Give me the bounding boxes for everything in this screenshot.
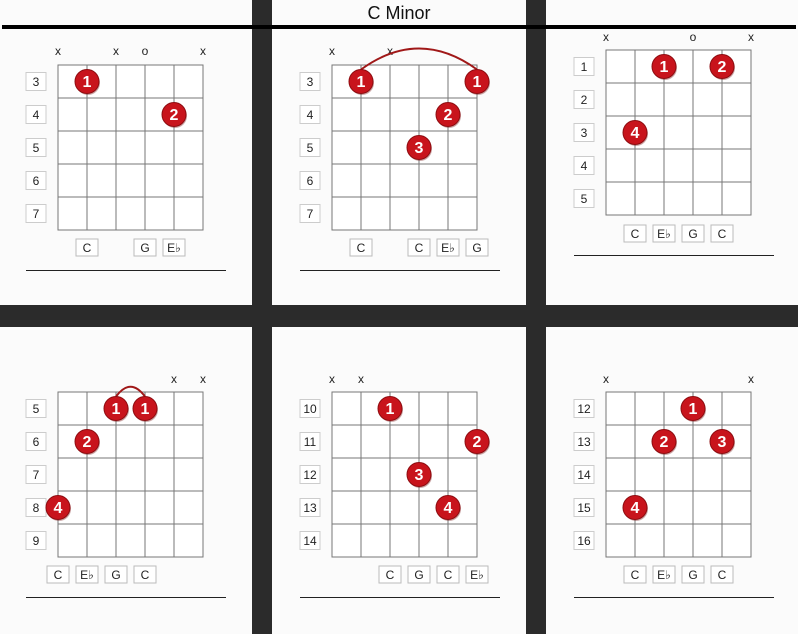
note-label: G xyxy=(111,568,121,582)
note-label: C xyxy=(414,241,424,255)
finger-number: 1 xyxy=(688,401,698,418)
note-label: C xyxy=(385,568,395,582)
fret-number: 14 xyxy=(577,468,591,482)
chord-diagram xyxy=(300,44,490,256)
fret-number: 6 xyxy=(32,435,40,449)
muted-string-marker: x xyxy=(329,372,335,386)
chord-diagram xyxy=(26,372,206,583)
note-label: G xyxy=(688,227,698,241)
fret-number: 12 xyxy=(303,468,317,482)
note-label: G xyxy=(140,241,150,255)
chord-diagram xyxy=(300,372,490,583)
note-label: C xyxy=(717,227,727,241)
fretboard xyxy=(58,392,203,557)
note-label: G xyxy=(414,568,424,582)
fret-number: 7 xyxy=(32,468,40,482)
note-label: C xyxy=(717,568,727,582)
separator-6 xyxy=(574,597,774,598)
finger-dot xyxy=(46,496,71,522)
note-label: E♭ xyxy=(167,241,181,255)
fret-number: 5 xyxy=(306,141,314,155)
muted-string-marker: x xyxy=(358,372,364,386)
fret-number: 5 xyxy=(32,141,40,155)
separator-3 xyxy=(574,255,774,256)
fret-number: 6 xyxy=(306,174,314,188)
note-label: E♭ xyxy=(470,568,484,582)
note-label: E♭ xyxy=(657,568,671,582)
muted-string-marker: x xyxy=(603,30,609,44)
note-label: G xyxy=(688,568,698,582)
open-string-marker: o xyxy=(689,30,697,44)
finger-number: 4 xyxy=(630,500,640,517)
finger-number: 1 xyxy=(659,59,669,76)
fret-number: 7 xyxy=(306,207,314,221)
chord-diagram xyxy=(574,372,754,583)
fret-number: 13 xyxy=(303,501,317,515)
separator-5 xyxy=(300,597,500,598)
finger-number: 4 xyxy=(443,500,453,517)
finger-number: 1 xyxy=(385,401,395,418)
fret-number: 10 xyxy=(303,402,317,416)
fret-number: 13 xyxy=(577,435,591,449)
finger-number: 2 xyxy=(472,434,482,451)
fret-number: 2 xyxy=(580,93,588,107)
fret-number: 1 xyxy=(580,60,588,74)
finger-number: 2 xyxy=(169,107,179,124)
muted-string-marker: x xyxy=(113,44,119,58)
separator-2 xyxy=(300,270,500,271)
muted-string-marker: x xyxy=(748,372,754,386)
chord-diagram xyxy=(574,30,754,242)
fret-number: 4 xyxy=(32,108,40,122)
finger-number: 1 xyxy=(82,74,92,91)
muted-string-marker: x xyxy=(171,372,177,386)
fret-number: 11 xyxy=(303,435,317,449)
finger-number: 4 xyxy=(53,500,63,517)
separator-1 xyxy=(26,270,226,271)
fret-number: 14 xyxy=(303,534,317,548)
finger-number: 2 xyxy=(82,434,92,451)
finger-number: 3 xyxy=(414,140,424,157)
page-title: C Minor xyxy=(367,3,431,23)
finger-number: 1 xyxy=(472,74,482,91)
fret-number: 6 xyxy=(32,174,40,188)
fret-number: 3 xyxy=(580,126,588,140)
fret-number: 3 xyxy=(32,75,40,89)
note-label: E♭ xyxy=(80,568,94,582)
note-label: E♭ xyxy=(441,241,455,255)
finger-number: 1 xyxy=(356,74,366,91)
fretboard xyxy=(606,392,751,557)
muted-string-marker: x xyxy=(748,30,754,44)
fret-number: 9 xyxy=(32,534,40,548)
finger-number: 2 xyxy=(443,107,453,124)
fret-number: 5 xyxy=(580,192,588,206)
fret-number: 4 xyxy=(580,159,588,173)
note-label: E♭ xyxy=(657,227,671,241)
note-label: C xyxy=(630,227,640,241)
chord-diagram xyxy=(26,44,206,256)
fret-number: 12 xyxy=(577,402,591,416)
fret-number: 3 xyxy=(306,75,314,89)
finger-number: 3 xyxy=(717,434,727,451)
muted-string-marker: x xyxy=(200,44,206,58)
fretboard xyxy=(332,392,477,557)
fret-number: 16 xyxy=(577,534,591,548)
fret-number: 4 xyxy=(306,108,314,122)
note-label: C xyxy=(630,568,640,582)
finger-number: 1 xyxy=(111,401,121,418)
muted-string-marker: x xyxy=(55,44,61,58)
finger-number: 2 xyxy=(659,434,669,451)
fret-number: 15 xyxy=(577,501,591,515)
note-label: C xyxy=(356,241,366,255)
muted-string-marker: x xyxy=(200,372,206,386)
open-string-marker: o xyxy=(141,44,149,58)
muted-string-marker: x xyxy=(387,44,393,58)
note-label: C xyxy=(140,568,150,582)
note-label: C xyxy=(82,241,92,255)
note-label: C xyxy=(53,568,63,582)
fret-number: 8 xyxy=(32,501,40,515)
note-label: C xyxy=(443,568,453,582)
finger-number: 3 xyxy=(414,467,424,484)
muted-string-marker: x xyxy=(603,372,609,386)
fret-number: 7 xyxy=(32,207,40,221)
finger-number: 2 xyxy=(717,59,727,76)
finger-number: 4 xyxy=(630,125,640,142)
separator-4 xyxy=(26,597,226,598)
note-label: G xyxy=(472,241,482,255)
muted-string-marker: x xyxy=(329,44,335,58)
finger-number: 1 xyxy=(140,401,150,418)
fret-number: 5 xyxy=(32,402,40,416)
